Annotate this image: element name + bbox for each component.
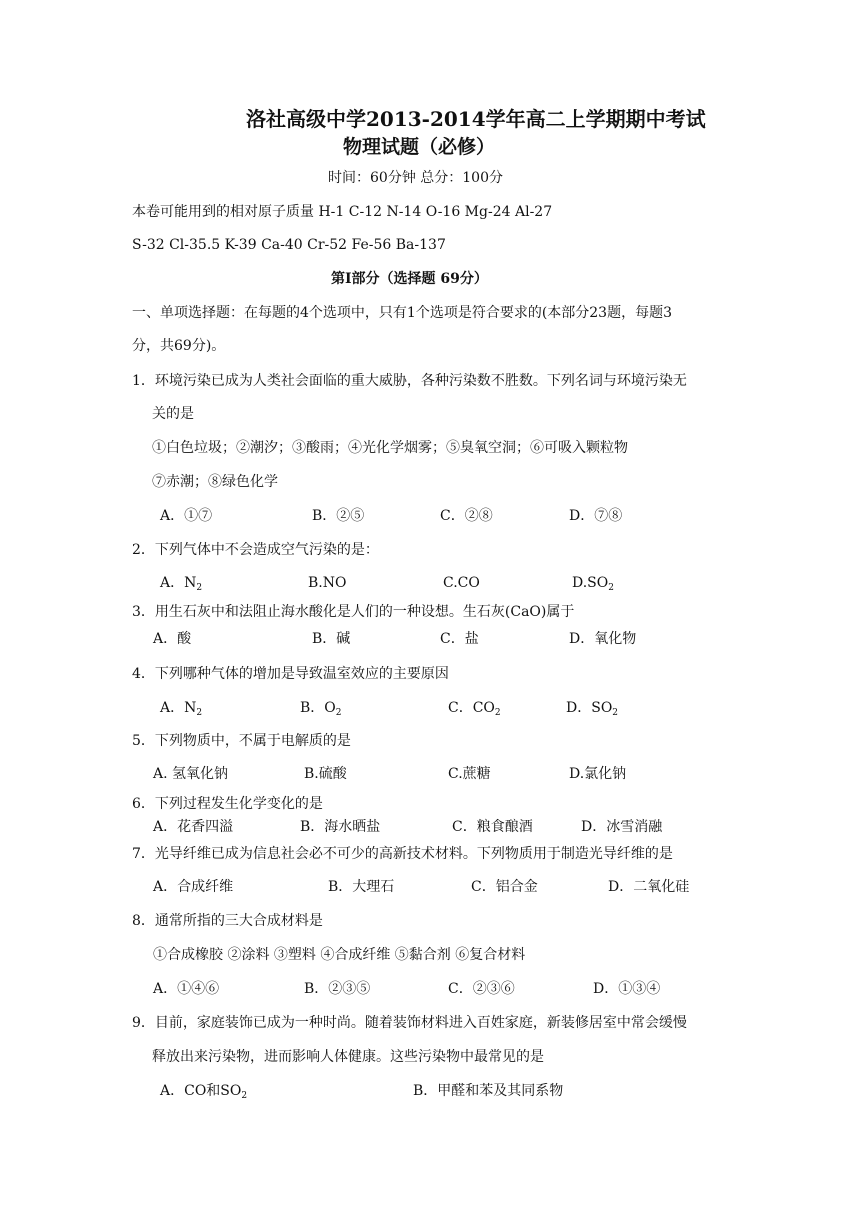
q5-option-a[interactable]: A. 氢氧化钠: [153, 766, 229, 782]
q4-option-a-subscript: 2: [196, 708, 203, 718]
q7-option-a[interactable]: A．合成纤维: [153, 879, 234, 895]
time-info: 时间：60分钟 总分：100分: [328, 170, 503, 186]
q8-option-b[interactable]: B．②③⑤: [304, 981, 371, 997]
q4-option-d[interactable]: [566, 698, 618, 723]
q3-option-c[interactable]: C．盐: [440, 631, 479, 647]
q5-option-d[interactable]: D.氯化钠: [569, 766, 627, 782]
q2-option-d-text: D.SO: [572, 575, 609, 591]
q2-option-a[interactable]: [160, 573, 202, 598]
q4-option-c[interactable]: [448, 698, 501, 723]
q9-option-a-text: A．CO和SO: [160, 1083, 242, 1099]
q2-option-d[interactable]: [572, 573, 614, 598]
q1-option-d[interactable]: D．⑦⑧: [569, 508, 623, 524]
q4-stem: 4．下列哪种气体的增加是导致温室效应的主要原因: [132, 666, 449, 682]
q8-option-a[interactable]: A．①④⑥: [153, 981, 220, 997]
q4-option-a[interactable]: [160, 698, 202, 723]
q7-option-d[interactable]: D．二氧化硅: [608, 879, 690, 895]
q9-option-a[interactable]: [160, 1081, 247, 1106]
exam-title: 洛社高级中学2013-2014学年高二上学期期中考试: [246, 107, 706, 131]
q2-option-d-subscript: 2: [608, 583, 614, 593]
q4-option-b-subscript: 2: [335, 708, 342, 718]
q9-option-b[interactable]: B．甲醛和苯及其同系物: [413, 1083, 564, 1099]
q6-option-d[interactable]: D．冰雪消融: [581, 819, 663, 835]
q4-option-d-text: D．SO: [566, 700, 613, 716]
q4-option-b-text: B．O: [300, 700, 336, 716]
q8-option-c[interactable]: C．②③⑥: [448, 981, 515, 997]
q4-option-c-subscript: 2: [494, 708, 501, 718]
instruction-line1: 一、单项选择题：在每题的4个选项中，只有1个选项是符合要求的(本部分23题，每题3: [132, 305, 672, 321]
q8-items: ①合成橡胶 ②涂料 ③塑料 ④合成纤维 ⑤黏合剂 ⑥复合材料: [153, 947, 526, 963]
atomic-masses-line2: S-32 Cl-35.5 K-39 Ca-40 Cr-52 Fe-56 Ba-137: [132, 237, 446, 253]
q7-option-b[interactable]: B．大理石: [328, 879, 395, 895]
q4-option-c-text: C．CO: [448, 700, 495, 716]
q9-stem-line1: 9．目前，家庭装饰已成为一种时尚。随着装饰材料进入百姓家庭，新装修居室中常会缓慢: [132, 1015, 687, 1031]
q9-option-a-subscript: 2: [241, 1091, 248, 1101]
q2-stem: 2．下列气体中不会造成空气污染的是：: [132, 542, 379, 558]
q7-option-c[interactable]: C．铝合金: [471, 879, 538, 895]
q6-stem: 6．下列过程发生化学变化的是: [132, 796, 323, 812]
q4-option-a-text: A．N: [160, 700, 197, 716]
q5-option-c[interactable]: C.蔗糖: [448, 766, 491, 782]
q5-stem: 5．下列物质中，不属于电解质的是: [132, 733, 351, 749]
instruction-line2: 分，共69分)。: [132, 338, 226, 354]
q1-stem-line1: 1．环境污染已成为人类社会面临的重大威胁，各种污染数不胜数。下列名词与环境污染无: [132, 373, 687, 389]
q6-option-b[interactable]: B．海水晒盐: [300, 819, 381, 835]
q1-option-a[interactable]: A．①⑦: [160, 508, 213, 524]
q2-option-a-text: A．N: [160, 575, 197, 591]
q1-option-b[interactable]: B．②⑤: [312, 508, 365, 524]
q1-items-line2: ⑦赤潮；⑧绿色化学: [152, 474, 278, 490]
q3-option-b[interactable]: B．碱: [312, 631, 351, 647]
q2-option-b[interactable]: B.NO: [308, 575, 347, 591]
q8-stem: 8．通常所指的三大合成材料是: [132, 913, 323, 929]
q3-option-d[interactable]: D．氧化物: [569, 631, 637, 647]
q4-option-b[interactable]: [300, 698, 342, 723]
q4-option-d-subscript: 2: [612, 708, 619, 718]
atomic-masses-line1: 本卷可能用到的相对原子质量 H-1 C-12 N-14 O-16 Mg-24 Al-27: [132, 204, 553, 220]
q7-stem: 7．光导纤维已成为信息社会必不可少的高新技术材料。下列物质用于制造光导纤维的是: [132, 846, 673, 862]
q1-stem-line2: 关的是: [152, 406, 194, 422]
q1-option-c[interactable]: C．②⑧: [440, 508, 493, 524]
q1-items-line1: ①白色垃圾；②潮汐；③酸雨；④光化学烟雾；⑤臭氧空洞；⑥可吸入颗粒物: [152, 440, 628, 456]
q6-option-c[interactable]: C．粮食酿酒: [452, 819, 533, 835]
q2-option-a-subscript: 2: [196, 583, 203, 593]
exam-subtitle: 物理试题（必修）: [343, 136, 496, 158]
section-title: 第Ⅰ部分（选择题 69分）: [331, 271, 488, 287]
q8-option-d[interactable]: D．①③④: [593, 981, 661, 997]
q5-option-b[interactable]: B.硫酸: [304, 766, 347, 782]
q9-stem-line2: 释放出来污染物，进而影响人体健康。这些污染物中最常见的是: [152, 1049, 544, 1065]
q6-option-a[interactable]: A．花香四溢: [153, 819, 234, 835]
q3-stem: 3．用生石灰中和法阻止海水酸化是人们的一种设想。生石灰(CaO)属于: [132, 604, 575, 620]
q3-option-a[interactable]: A．酸: [153, 631, 192, 647]
q2-option-c[interactable]: C.CO: [443, 575, 480, 591]
